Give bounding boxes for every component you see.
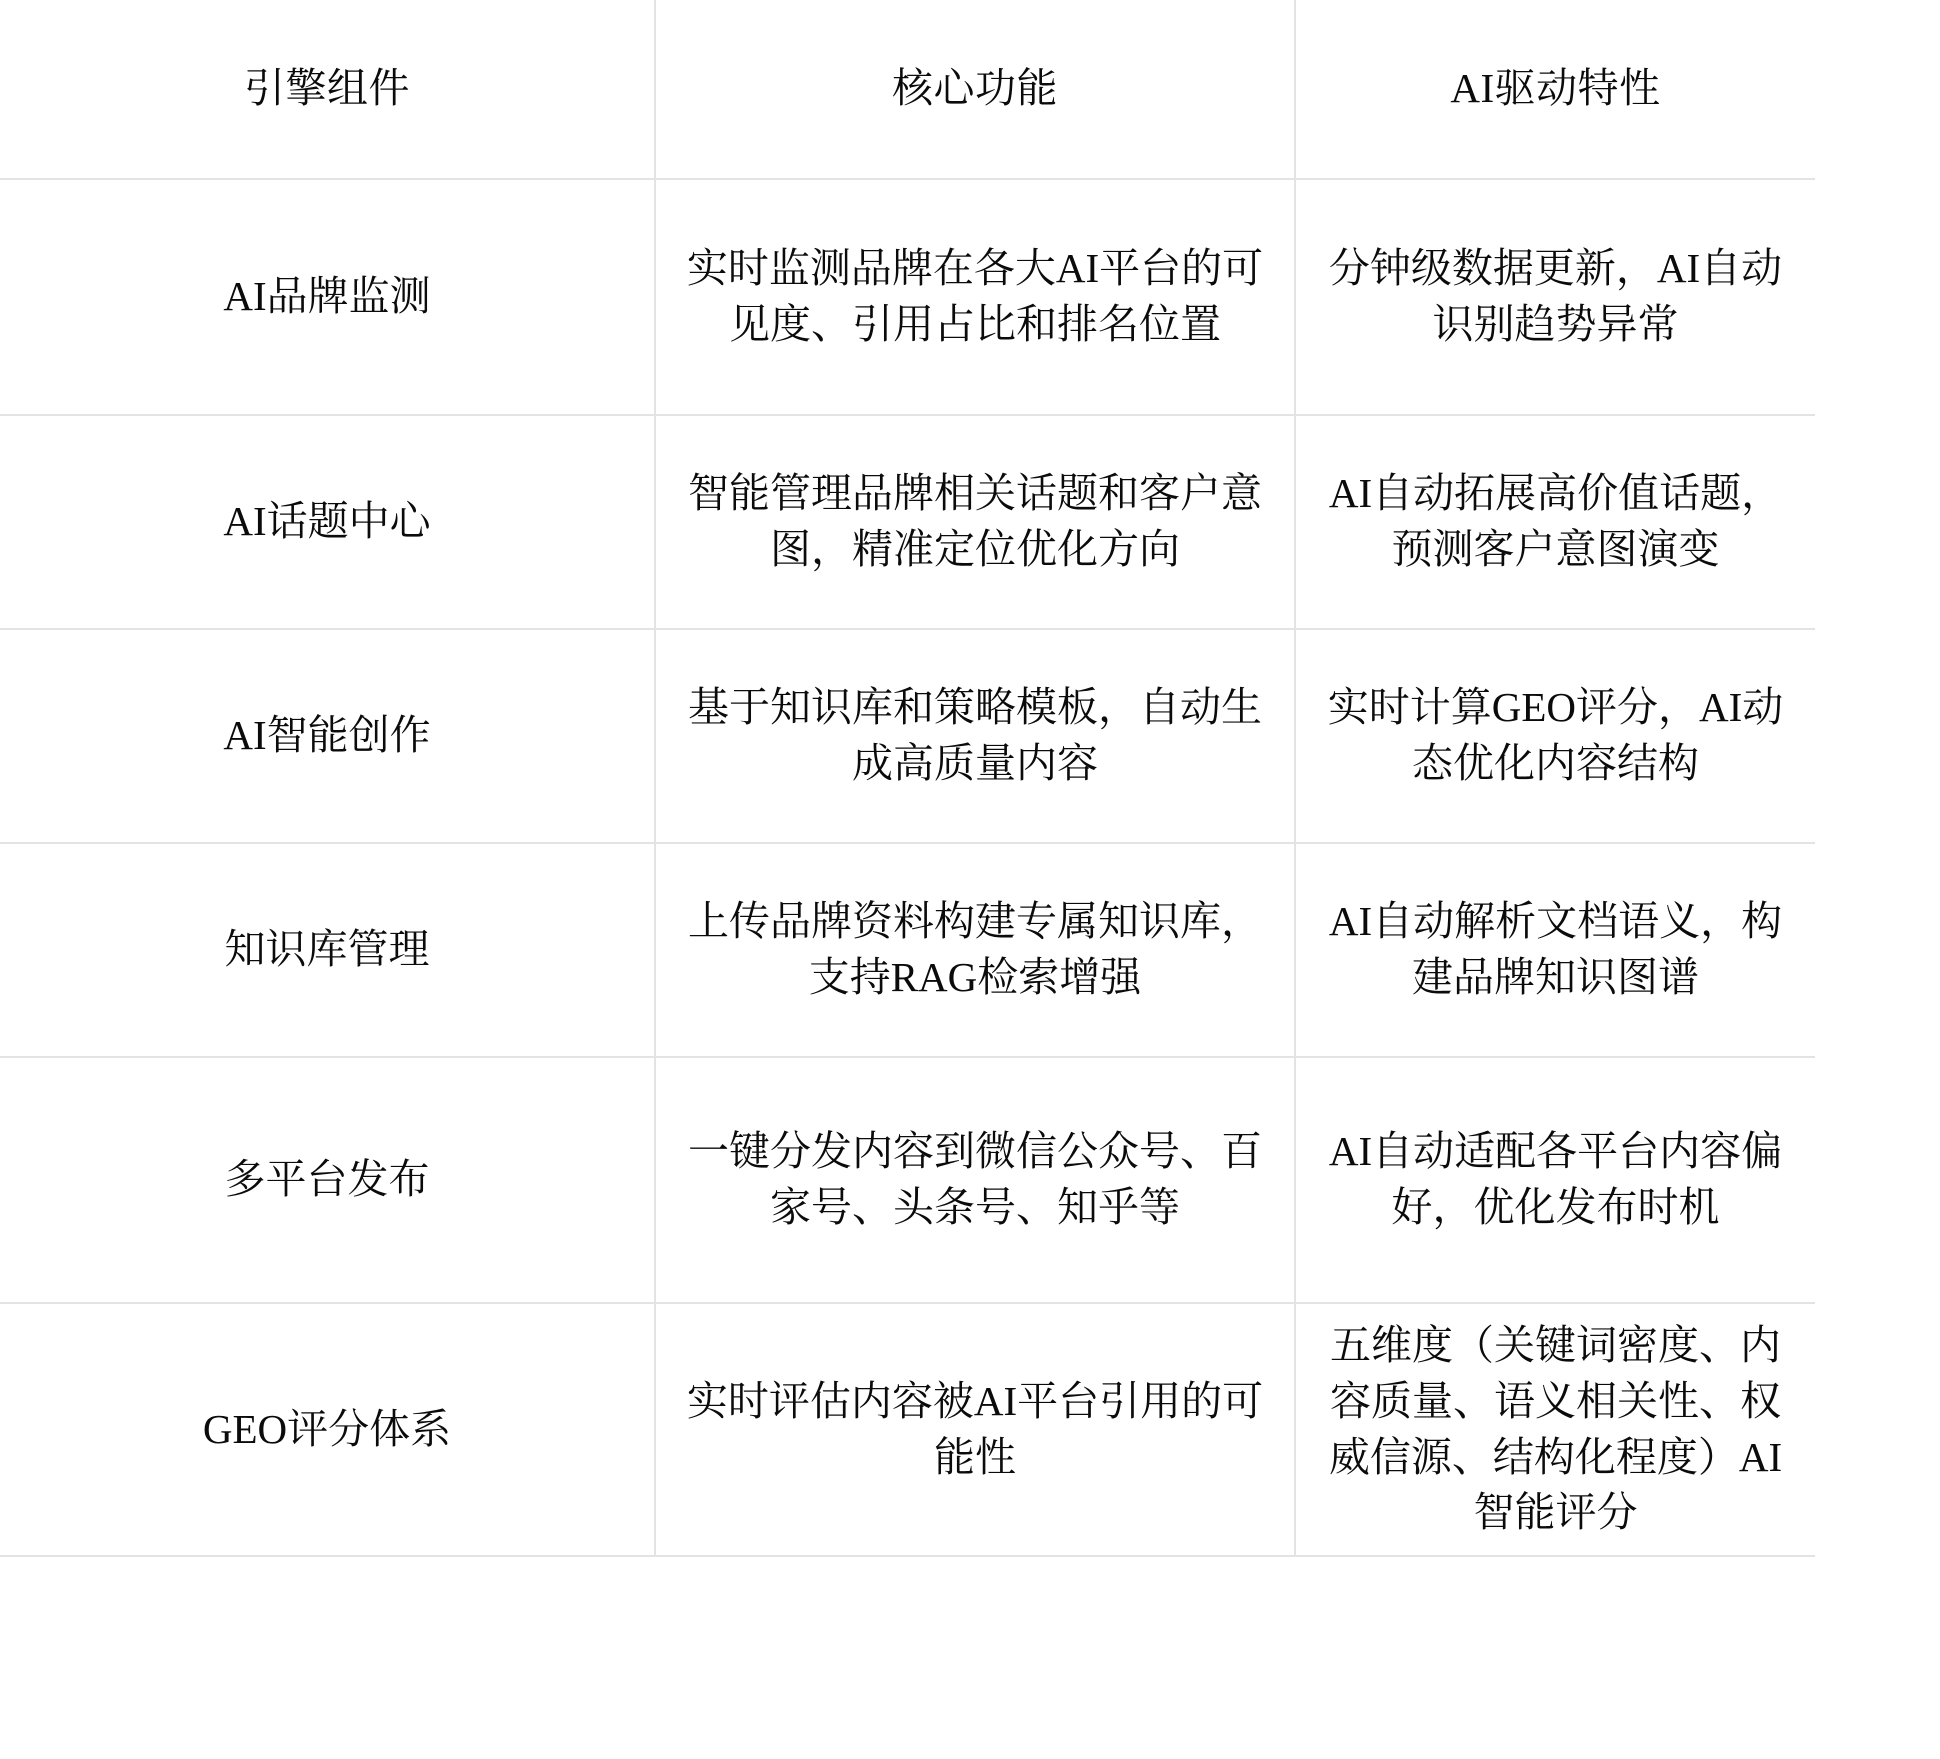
cell-component [0,415,655,629]
table-row [0,1057,1815,1303]
column-header-ai-feature [1295,0,1815,179]
cell-function-text: 基于知识库和策略模板，自动生成高质量内容 [688,684,1262,786]
cell-component-text: AI品牌监测 [223,273,431,320]
column-header-component [0,0,655,179]
column-header-ai-feature-label: AI驱动特性 [1450,65,1661,112]
cell-component-text: GEO评分体系 [202,1405,452,1452]
column-header-function [655,0,1295,179]
column-header-function-label: 核心功能 [892,65,1058,112]
cell-ai-feature [1295,843,1815,1057]
cell-function [655,1057,1295,1303]
cell-ai-feature-text: AI自动解析文档语义，构建品牌知识图谱 [1328,898,1783,1000]
table-row [0,629,1815,843]
table-row [0,415,1815,629]
cell-ai-feature [1295,179,1815,415]
cell-component [0,1303,655,1556]
cell-ai-feature [1295,415,1815,629]
table-header-row [0,0,1815,179]
cell-component [0,1057,655,1303]
cell-component [0,179,655,415]
cell-function-text: 一键分发内容到微信公众号、百家号、头条号、知乎等 [688,1128,1262,1230]
cell-ai-feature-text: 五维度（关键词密度、内容质量、语义相关性、权威信源、结构化程度）AI智能评分 [1328,1322,1783,1536]
cell-function-text: 上传品牌资料构建专属知识库，支持RAG检索增强 [688,898,1262,1000]
table-row [0,843,1815,1057]
cell-ai-feature [1295,1057,1815,1303]
table-row [0,1303,1815,1556]
table-body [0,179,1815,1556]
cell-ai-feature-text: 分钟级数据更新，AI自动识别趋势异常 [1328,245,1783,347]
cell-function [655,415,1295,629]
cell-ai-feature-text: 实时计算GEO评分，AI动态优化内容结构 [1327,684,1784,786]
cell-component-text: AI智能创作 [223,712,431,759]
cell-function [655,179,1295,415]
cell-function [655,629,1295,843]
cell-ai-feature [1295,1303,1815,1556]
table-header [0,0,1815,179]
cell-ai-feature-text: AI自动适配各平台内容偏好，优化发布时机 [1328,1128,1783,1230]
cell-component [0,629,655,843]
cell-function-text: 实时监测品牌在各大AI平台的可见度、引用占比和排名位置 [686,245,1264,347]
column-header-component-label: 引擎组件 [244,65,410,112]
cell-component-text: 多平台发布 [224,1156,430,1203]
cell-component-text: 知识库管理 [224,926,430,973]
cell-function-text: 实时评估内容被AI平台引用的可能性 [686,1377,1264,1480]
cell-function [655,1303,1295,1556]
cell-component [0,843,655,1057]
cell-function-text: 智能管理品牌相关话题和客户意图，精准定位优化方向 [688,470,1262,572]
table-row [0,179,1815,415]
cell-function [655,843,1295,1057]
cell-ai-feature-text: AI自动拓展高价值话题，预测客户意图演变 [1328,470,1783,572]
cell-component-text: AI话题中心 [223,498,431,545]
cell-ai-feature [1295,629,1815,843]
